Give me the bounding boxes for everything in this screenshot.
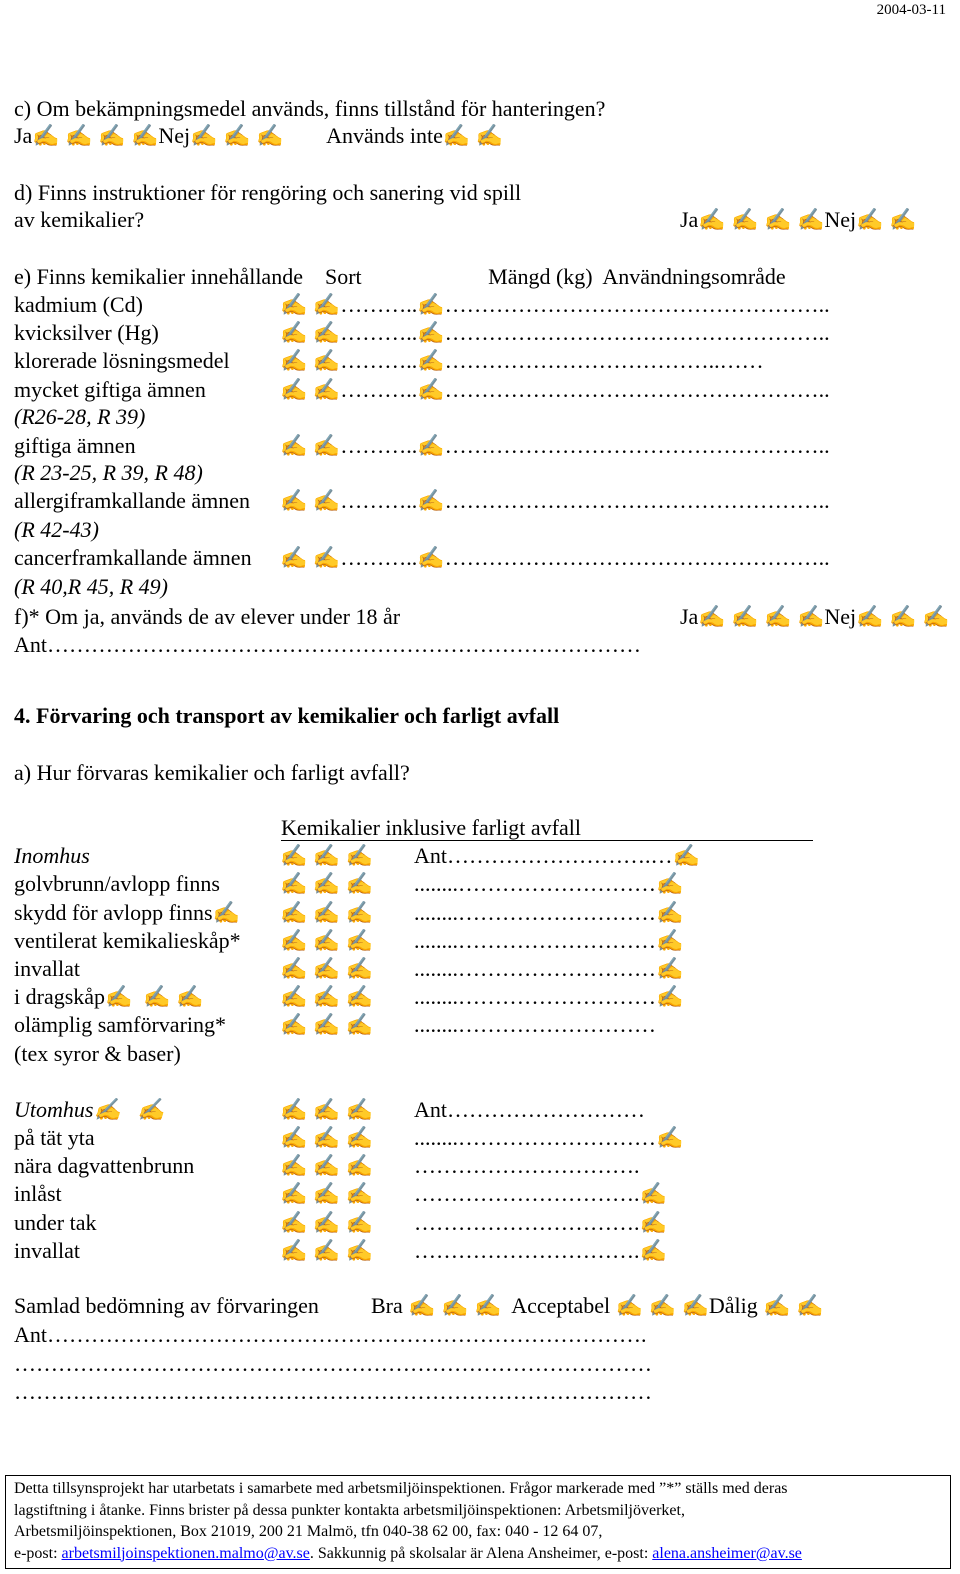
summary-line-3[interactable]: …………………………………………………………………………… <box>14 1379 652 1404</box>
footer-line-1: Detta tillsynsprojekt har utarbetats i samarbete med arbetsmiljöinspektionen. Frågor markerade med ”*” ställs med deras <box>14 1480 788 1497</box>
outdoor-heading-ant[interactable]: Ant……………………… <box>414 1097 645 1122</box>
indoor-golvbrunn: golvbrunn/avlopp finns <box>14 871 220 896</box>
row-klorerade: klorerade lösningsmedel <box>14 348 230 373</box>
question-c: c) Om bekämpningsmedel används, finns tillstånd för hanteringen? <box>14 96 606 121</box>
indoor-samforvaring-check[interactable]: ✍ ✍ ✍ <box>280 1012 374 1037</box>
indoor-samforvaring: olämplig samförvaring* <box>14 1012 227 1037</box>
summary-ant[interactable]: Ant………………………………………………………………………. <box>14 1322 647 1347</box>
question-d-line2: av kemikalier? <box>14 207 145 232</box>
summary-line-2[interactable]: …………………………………………………………………………… <box>14 1351 652 1376</box>
outdoor-inlast: inlåst <box>14 1181 62 1206</box>
indoor-skydd-check[interactable]: ✍ ✍ ✍ <box>280 900 374 925</box>
indoor-heading: Inomhus <box>14 843 90 868</box>
row-kadmium: kadmium (Cd) <box>14 292 143 317</box>
indoor-dragskap: i dragskåp✍ ✍ ✍ <box>14 984 204 1009</box>
indoor-skydd: skydd för avlopp finns✍ <box>14 900 240 925</box>
outdoor-inlast-fill[interactable]: ………………………….✍ <box>414 1181 667 1206</box>
outdoor-tat-yta-fill[interactable]: ........………………………✍ <box>414 1125 684 1150</box>
summary-options[interactable]: Bra ✍ ✍ ✍ Acceptabel ✍ ✍ ✍Dålig ✍ ✍ <box>371 1293 824 1318</box>
footer-email-link-1[interactable]: arbetsmiljoinspektionen.malmo@av.se <box>61 1544 310 1562</box>
question-f: f)* Om ja, används de av elever under 18 år <box>14 604 401 629</box>
row-cancer-fill[interactable]: ✍ ✍………..✍…………………………………………….. <box>280 545 830 570</box>
indoor-golvbrunn-check[interactable]: ✍ ✍ ✍ <box>280 871 374 896</box>
outdoor-heading-check[interactable]: ✍ ✍ ✍ <box>280 1097 374 1122</box>
outdoor-under-tak-fill[interactable]: ………………………….✍ <box>414 1210 667 1235</box>
column-header: Kemikalier inklusive farligt avfall <box>281 815 813 841</box>
row-klorerade-fill[interactable]: ✍ ✍………..✍………………………………..…… <box>280 348 764 373</box>
question-f-ant[interactable]: Ant……………………………………………………………………… <box>14 632 641 657</box>
indoor-dragskap-fill[interactable]: ........………………………✍ <box>414 984 684 1009</box>
question-d-line1: d) Finns instruktioner för rengöring och sanering vid spill <box>14 180 522 205</box>
outdoor-dagvatten-check[interactable]: ✍ ✍ ✍ <box>280 1153 374 1178</box>
indoor-ventilerat-check[interactable]: ✍ ✍ ✍ <box>280 928 374 953</box>
row-kadmium-fill[interactable]: ✍ ✍………..✍…………………………………………….. <box>280 292 830 317</box>
indoor-samforvaring-note: (tex syror & baser) <box>14 1041 181 1066</box>
indoor-skydd-fill[interactable]: ........………………………✍ <box>414 900 684 925</box>
question-c-options[interactable]: Ja✍ ✍ ✍ ✍Nej✍ ✍ ✍ Används inte✍ ✍ <box>14 123 504 148</box>
footer-box <box>5 1475 951 1569</box>
footer-line-3: Arbetsmiljöinspektionen, Box 21019, 200 21 Malmö, tfn 040-38 62 00, fax: 040 - 12 64 07, <box>14 1523 603 1540</box>
row-allergi-codes: (R 42-43) <box>14 517 99 542</box>
row-allergi-fill[interactable]: ✍ ✍………..✍…………………………………………….. <box>280 488 830 513</box>
row-kvicksilver-fill[interactable]: ✍ ✍………..✍…………………………………………….. <box>280 320 830 345</box>
row-giftiga: giftiga ämnen <box>14 433 136 458</box>
outdoor-under-tak: under tak <box>14 1210 97 1235</box>
indoor-invallat-fill[interactable]: ........………………………✍ <box>414 956 684 981</box>
indoor-invallat-check[interactable]: ✍ ✍ ✍ <box>280 956 374 981</box>
outdoor-tat-yta: på tät yta <box>14 1125 95 1150</box>
footer-email-link-2[interactable]: alena.ansheimer@av.se <box>652 1544 802 1562</box>
outdoor-invallat-check[interactable]: ✍ ✍ ✍ <box>280 1238 374 1263</box>
outdoor-dagvatten: nära dagvattenbrunn <box>14 1153 195 1178</box>
footer-expert-text: . Sakkunnig på skolsalar är Alena Ansheimer, e-post: <box>309 1544 653 1562</box>
row-cancer: cancerframkallande ämnen <box>14 545 252 570</box>
row-giftiga-fill[interactable]: ✍ ✍………..✍…………………………………………….. <box>280 433 830 458</box>
outdoor-dagvatten-fill[interactable]: …………………………. <box>414 1153 640 1178</box>
section-4-title: 4. Förvaring och transport av kemikalier och farligt avfall <box>14 703 560 728</box>
row-giftiga-codes: (R 23-25, R 39, R 48) <box>14 460 203 485</box>
outdoor-inlast-check[interactable]: ✍ ✍ ✍ <box>280 1181 374 1206</box>
indoor-heading-ant[interactable]: Ant……………………….…✍ <box>414 843 700 868</box>
indoor-ventilerat-fill[interactable]: ........………………………✍ <box>414 928 684 953</box>
question-d-options[interactable]: Ja✍ ✍ ✍ ✍Nej✍ ✍ <box>680 207 917 232</box>
question-f-options[interactable]: Ja✍ ✍ ✍ ✍Nej✍ ✍ ✍ <box>680 604 950 629</box>
row-allergi: allergiframkallande ämnen <box>14 488 250 513</box>
outdoor-invallat-fill[interactable]: ………………………….✍ <box>414 1238 667 1263</box>
indoor-samforvaring-fill[interactable]: ........……………………… <box>414 1012 656 1037</box>
row-mycket-giftiga-fill[interactable]: ✍ ✍………..✍…………………………………………….. <box>280 377 830 402</box>
row-mycket-giftiga: mycket giftiga ämnen <box>14 377 206 402</box>
outdoor-heading: Utomhus✍ ✍ <box>14 1097 165 1122</box>
row-cancer-codes: (R 40,R 45, R 49) <box>14 574 168 599</box>
summary-question: Samlad bedömning av förvaringen <box>14 1293 319 1318</box>
indoor-heading-check[interactable]: ✍ ✍ ✍ <box>280 843 374 868</box>
footer-line-2: lagstiftning i åtanke. Finns brister på dessa punkter kontakta arbetsmiljöinspektionen: Arbetsmiljöverket, <box>14 1501 685 1519</box>
page-date: 2004-03-11 <box>876 2 946 18</box>
indoor-dragskap-check[interactable]: ✍ ✍ ✍ <box>280 984 374 1009</box>
footer-email-label: e-post: <box>14 1544 62 1562</box>
question-e-header: e) Finns kemikalier innehållande Sort Mängd (kg) Användningsområde <box>14 264 786 289</box>
footer-line-4 <box>14 1543 942 1565</box>
outdoor-invallat: invallat <box>14 1238 80 1263</box>
question-4a: a) Hur förvaras kemikalier och farligt avfall? <box>14 760 410 785</box>
indoor-ventilerat: ventilerat kemikalieskåp* <box>14 928 241 953</box>
outdoor-tat-yta-check[interactable]: ✍ ✍ ✍ <box>280 1125 374 1150</box>
row-mycket-giftiga-codes: (R26-28, R 39) <box>14 404 146 429</box>
outdoor-under-tak-check[interactable]: ✍ ✍ ✍ <box>280 1210 374 1235</box>
row-kvicksilver: kvicksilver (Hg) <box>14 320 159 345</box>
indoor-invallat: invallat <box>14 956 80 981</box>
indoor-golvbrunn-fill[interactable]: ........………………………✍ <box>414 871 684 896</box>
